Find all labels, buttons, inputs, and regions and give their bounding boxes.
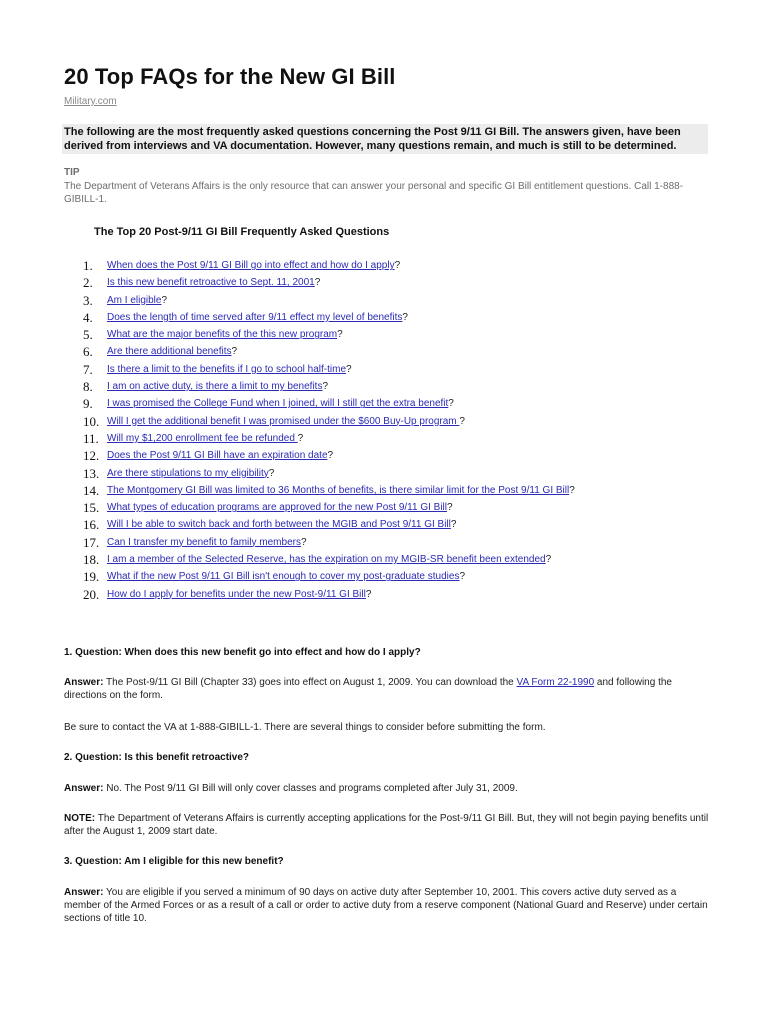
faq-question-mark: ? [161, 294, 168, 306]
intro-paragraph: The following are the most frequently asked questions concerning the Post 9/11 GI Bill. The answers given, have been derived from interviews and VA documentation. However, many questions remain, and much is still to be determined. [62, 124, 708, 154]
answer-1-text-pre: The Post-9/11 GI Bill (Chapter 33) goes into effect on August 1, 2009. You can download the [103, 677, 517, 688]
faq-question-link[interactable]: Are there stipulations to my eligibility [107, 467, 269, 479]
faq-question [107, 502, 453, 513]
faq-question-link[interactable]: The Montgomery GI Bill was limited to 36 Months of benefits, is there similar limit for the Post 9/11 GI Bill [107, 484, 570, 496]
faq-question [107, 416, 465, 427]
faq-list-item [80, 344, 720, 361]
faq-question [107, 468, 274, 479]
faq-number: 2. [83, 275, 93, 291]
faq-number: 13. [83, 465, 100, 481]
faq-list-item [80, 258, 720, 275]
faq-number: 3. [83, 292, 93, 308]
faq-question [107, 485, 575, 496]
faq-list-item [80, 327, 720, 344]
faq-question-mark: ? [459, 571, 466, 583]
faq-question-link[interactable]: Will I get the additional benefit I was promised under the $600 Buy-Up program [107, 415, 460, 427]
faq-question-link[interactable]: How do I apply for benefits under the new Post-9/11 GI Bill [107, 588, 366, 600]
note-2-label: NOTE: [64, 813, 96, 824]
faq-question-mark: ? [365, 588, 372, 600]
faq-number: 11. [83, 430, 99, 446]
question-2-heading [64, 751, 714, 764]
faq-number: 15. [83, 500, 100, 516]
faq-question [107, 312, 408, 323]
faq-question-link[interactable]: Will I be able to switch back and forth between the MGIB and Post 9/11 GI Bill [107, 519, 451, 531]
faq-question [107, 450, 333, 461]
faq-number: 19. [83, 569, 100, 585]
faq-question-mark: ? [569, 484, 575, 496]
faq-question-link[interactable]: Am I eligible [107, 294, 162, 306]
faq-list-item [80, 466, 720, 483]
answer-1 [64, 676, 714, 702]
faq-question [107, 589, 371, 600]
faq-question-link[interactable]: Are there additional benefits [107, 346, 232, 358]
faq-question [107, 537, 307, 548]
faq-question [107, 571, 465, 582]
faq-question-link[interactable]: What if the new Post 9/11 GI Bill isn't enough to cover my post-graduate studies [107, 571, 460, 583]
faq-number: 9. [83, 396, 93, 412]
faq-number: 18. [83, 552, 100, 568]
faq-question-mark: ? [268, 467, 275, 479]
faq-list-item [80, 396, 720, 413]
faq-question [107, 381, 328, 392]
faq-question [107, 260, 400, 271]
faq-list-item [80, 587, 720, 604]
faq-number: 16. [83, 517, 100, 533]
faq-question-link[interactable]: I was promised the College Fund when I joined, will I still get the extra benefit [107, 398, 449, 410]
faq-list-item [80, 379, 720, 396]
faq-list-item [80, 362, 720, 379]
faq-question-link[interactable]: What types of education programs are approved for the new Post 9/11 GI Bill [107, 502, 447, 514]
faq-question-link[interactable]: Can I transfer my benefit to family members [107, 536, 301, 548]
faq-question-mark: ? [297, 432, 304, 444]
faq-number: 5. [83, 327, 93, 343]
answer-1-label: Answer: [64, 677, 104, 688]
faq-list-item [80, 535, 720, 552]
faq-question-mark: ? [322, 381, 329, 393]
faq-list-item [80, 517, 720, 534]
faq-number: 12. [83, 448, 100, 464]
answer-3 [64, 886, 714, 925]
note-2-text: The Department of Veterans Affairs is currently accepting applications for the Post-9/11 GI Bill. But, they will not begin paying benefits until after the August 1, 2009 start date. [64, 813, 709, 837]
faq-number: 4. [83, 309, 93, 325]
question-3-heading [64, 855, 714, 868]
faq-list-item [80, 275, 720, 292]
faq-question-link[interactable]: Does the Post 9/11 GI Bill have an expiration date [107, 450, 328, 462]
faq-question-mark: ? [448, 398, 454, 410]
faq-question [107, 554, 551, 565]
answer-1-extra [64, 721, 714, 734]
source-link[interactable]: Military.com [64, 96, 117, 107]
question-1-title: 1. Question: When does this new benefit go into effect and how do I apply? [64, 647, 421, 658]
answer-3-label: Answer: [64, 887, 104, 898]
faq-list [80, 258, 720, 604]
faq-list-item [80, 569, 720, 586]
note-2 [64, 812, 714, 838]
question-3-title: 3. Question: Am I eligible for this new benefit? [64, 856, 284, 867]
answer-2 [64, 782, 714, 795]
faq-question-mark: ? [327, 450, 334, 462]
faq-question-link[interactable]: What are the major benefits of the this new program [107, 329, 338, 341]
faq-question-mark: ? [300, 536, 307, 548]
faq-number: 8. [83, 379, 93, 395]
faq-question-mark: ? [394, 260, 401, 271]
faq-number: 14. [83, 482, 100, 498]
faq-list-item [80, 293, 720, 310]
faq-list-item [80, 431, 720, 448]
answer-3-text: You are eligible if you served a minimum of 90 days on active duty after September 10, 2001. This covers active duty served as a member of the Armed Forces or as a result of a call or order to active duty from a reserve component (National Guard and Reserve) under certain sections of title 10. [64, 887, 708, 924]
faq-number: 1. [83, 258, 93, 273]
faq-question [107, 364, 352, 375]
faq-question-mark: ? [346, 363, 352, 375]
faq-number: 6. [83, 344, 93, 360]
faq-list-item [80, 448, 720, 465]
faq-question-link[interactable]: When does the Post 9/11 GI Bill go into effect and how do I apply [107, 260, 395, 271]
tip-text: The Department of Veterans Affairs is the only resource that can answer your personal and specific GI Bill entitlement questions. Call 1-888-GIBILL-1. [64, 181, 684, 205]
faq-question [107, 277, 320, 288]
answer-1-text-post: and following the directions on the form. [64, 677, 672, 701]
faq-number: 20. [83, 586, 100, 602]
faq-question-mark: ? [459, 415, 465, 427]
faq-number: 10. [83, 413, 100, 429]
faq-question-mark: ? [337, 329, 343, 341]
faq-question-mark: ? [450, 519, 457, 531]
faq-question-link[interactable]: Is this new benefit retroactive to Sept. 11, 2001 [107, 277, 315, 289]
faq-question-mark: ? [231, 346, 238, 358]
va-form-link[interactable]: VA Form 22-1990 [516, 677, 595, 688]
answer-2-label: Answer: [64, 783, 104, 794]
page-title: 20 Top FAQs for the New GI Bill [64, 64, 396, 89]
faq-question-mark: ? [545, 554, 552, 566]
faq-list-item [80, 552, 720, 569]
faq-question [107, 346, 237, 357]
faq-question [107, 398, 454, 409]
faq-question [107, 433, 303, 444]
faq-question-link[interactable]: Will my $1,200 enrollment fee be refunded [107, 432, 298, 444]
faq-question-mark: ? [402, 311, 408, 323]
faq-list-item [80, 483, 720, 500]
faq-list-item [80, 500, 720, 517]
answer-2-text: No. The Post 9/11 GI Bill will only cover classes and programs completed after July 31, 2009. [103, 783, 518, 794]
faq-question [107, 519, 456, 530]
faq-number: 17. [83, 534, 100, 550]
question-1-heading [64, 646, 714, 659]
faq-question [107, 295, 167, 306]
faq-question-mark: ? [314, 277, 321, 289]
faq-question-link[interactable]: Does the length of time served after 9/11 effect my level of benefits [107, 311, 403, 323]
question-2-title: 2. Question: Is this benefit retroactive? [64, 752, 250, 763]
answer-1-extra-text: Be sure to contact the VA at 1-888-GIBILL-1. There are several things to consider before submitting the form. [64, 722, 546, 733]
tip-label: TIP [64, 167, 80, 178]
faq-question-link[interactable]: I am a member of the Selected Reserve, has the expiration on my MGIB-SR benefit been extended [107, 554, 546, 566]
faq-list-item [80, 310, 720, 327]
faq-list-heading: The Top 20 Post-9/11 GI Bill Frequently Asked Questions [94, 226, 390, 238]
faq-question-link[interactable]: I am on active duty, is there a limit to my benefits [107, 381, 323, 393]
faq-question [107, 329, 343, 340]
faq-question-link[interactable]: Is there a limit to the benefits if I go to school half-time [107, 363, 347, 375]
faq-number: 7. [83, 361, 93, 377]
faq-question-mark: ? [447, 502, 453, 514]
faq-list-item [80, 414, 720, 431]
